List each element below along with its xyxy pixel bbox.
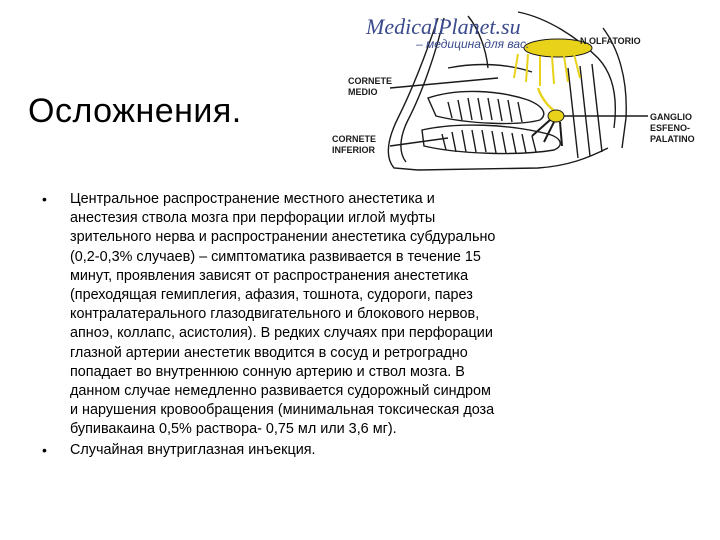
slide-title: Осложнения. [28,92,242,130]
bullet-list [42,190,642,461]
label-n-olfatorio: N.OLFATORIO [580,36,641,46]
bullet-1-line: апноэ, коллапс, асистолия). В редких случаях при перфорации [70,325,493,342]
bullet-2-line: Случайная внутриглазная инъекция. [70,441,316,458]
label-ganglio-line3: PALATINO [650,134,695,144]
bullet-1-line: глазной артерии анестетик вводится в сосуд и ретроградно [70,344,468,361]
bullet-1-line: данном случае немедленно развивается судорожный синдром [70,383,491,400]
bullet-marker: • [42,191,47,207]
label-cornete-medio-line2: MEDIO [348,87,378,97]
bullet-1-line: (0,2-0,3% случаев) – симптоматика развивается в течение 15 [70,248,481,265]
bullet-item-anesthetic-spread [42,190,642,440]
bullet-1-line: и нарушения кровообращения (минимальная токсическая доза [70,402,495,419]
bullet-1-line: контралатерального глазодвигательного и блокового нервов, [70,306,480,323]
label-cornete-inferior-line1: CORNETE [332,134,377,144]
label-ganglio-line2: ESFENO- [650,123,691,133]
label-cornete-medio-line1: CORNETE [348,76,393,86]
watermark-tagline: – медицина для вас. [416,37,530,51]
bullet-1-line: минут, проявления зависят от распространения анестетика [70,267,469,284]
bullet-1-line: анестезия ствола мозга при перфорации иглой муфты [70,210,436,227]
watermark-site: MedicalPlanet.su [366,14,521,39]
bullet-1-line: бупивакаина 0,5% раствора- 0,75 мл или 3,6 мг). [70,421,397,438]
bullet-1-line: (преходящая гемиплегия, афазия, тошнота, судороги, парез [70,287,473,304]
bullet-1-line: попадает во внутреннюю сонную артерию и ствол мозга. В [70,363,465,380]
bullet-1-line: Центральное распространение местного анестетика и [70,191,435,207]
anatomy-illustration [318,8,718,180]
label-ganglio-line1: GANGLIO [650,112,692,122]
bullet-marker: • [42,441,47,458]
bullet-item-intraocular-injection [42,441,642,460]
bullet-1-line: зрительного нерва и распространении анестетика субдурально [70,229,496,246]
nasal-cavity-drawing [318,8,718,180]
label-cornete-inferior-line2: INFERIOR [332,145,376,155]
